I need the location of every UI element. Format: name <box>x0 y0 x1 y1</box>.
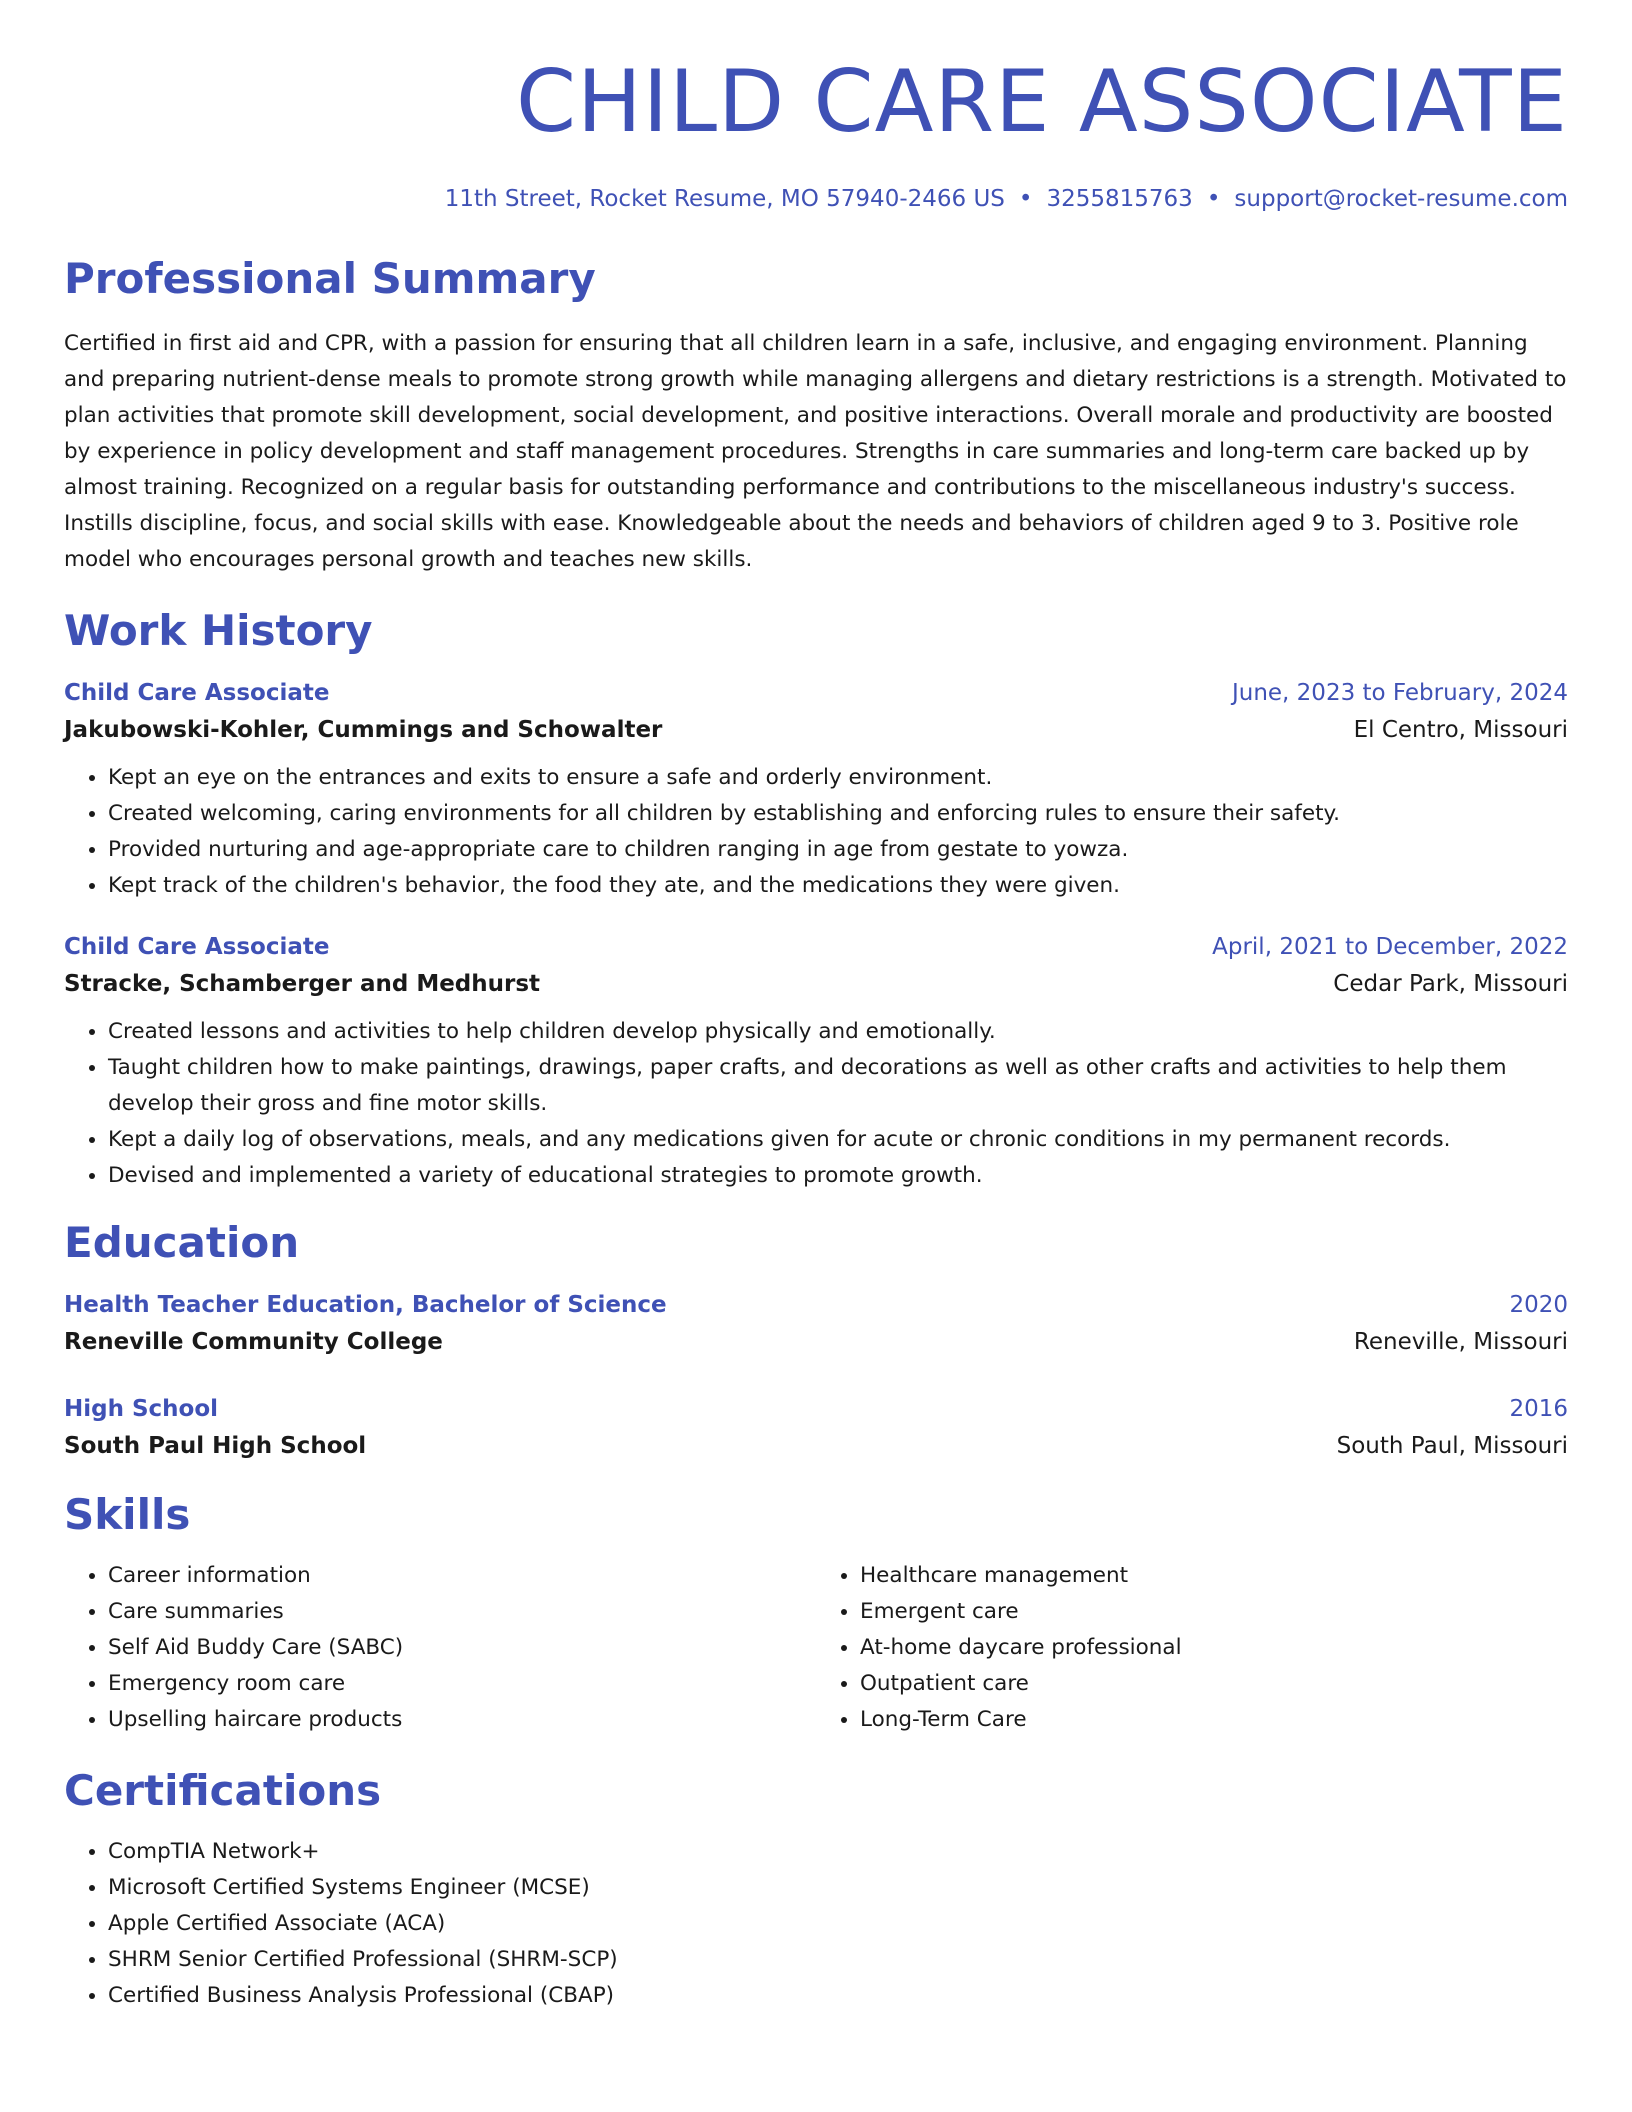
job-bullets <box>64 760 1568 904</box>
job-role: Child Care Associate <box>64 680 330 706</box>
certifications-list <box>64 1834 1568 2014</box>
education-school: Reneville Community College <box>64 1329 443 1355</box>
job-entry <box>64 930 1568 1194</box>
contact-line <box>64 186 1568 212</box>
education-school-row <box>64 1322 1568 1362</box>
education-degree: High School <box>64 1396 219 1422</box>
skill-item: • Emergent care <box>860 1594 1568 1630</box>
job-bullet: • Kept track of the children's behavior, the food they ate, and the medications they were given. <box>108 868 1568 904</box>
education-heading: Education <box>64 1218 300 1267</box>
skill-item: • Career information <box>108 1558 816 1594</box>
education-school: South Paul High School <box>64 1433 367 1459</box>
skill-item: • Upselling haircare products <box>108 1702 816 1738</box>
job-bullet: • Kept an eye on the entrances and exits to ensure a safe and orderly environment. <box>108 760 1568 796</box>
education-school-row <box>64 1426 1568 1466</box>
job-bullet: • Created welcoming, caring environments for all children by establishing and enforcing rules to ensure their safety. <box>108 796 1568 832</box>
job-entry <box>64 676 1568 904</box>
candidate-title: CHILD CARE ASSOCIATE <box>516 52 1568 152</box>
skills-heading: Skills <box>64 1490 191 1539</box>
skill-item: • Emergency room care <box>108 1666 816 1702</box>
job-dates: June, 2023 to February, 2024 <box>1231 680 1568 706</box>
job-bullet: • Kept a daily log of observations, meals, and any medications given for acute or chronic conditions in my permanent records. <box>108 1122 1568 1158</box>
certification-item: • CompTIA Network+ <box>108 1834 1568 1870</box>
education-location: Reneville, Missouri <box>1353 1329 1568 1355</box>
certification-item: • SHRM Senior Certified Professional (SHRM-SCP) <box>108 1942 1568 1978</box>
education-year: 2020 <box>1509 1292 1568 1318</box>
contact-separator: • <box>1018 186 1033 212</box>
summary-text: Certified in first aid and CPR, with a passion for ensuring that all children learn in a safe, inclusive, and engaging environment. Planning and preparing nutrient-dense meals to promote strong growth while managing allergens and dietary restrictions is a strength. Motivated to plan activities that promote skill development, social development, and positive interactions. Overall morale and productivity are boosted by experience in policy development and staff management procedures. Strengths in care summaries and long-term care backed up by almost training. Recognized on a regular basis for outstanding performance and contributions to the miscellaneous industry's success. Instills discipline, focus, and social skills with ease. Knowledgeable about the needs and behaviors of children aged 9 to 3. Positive role model who encourages personal growth and teaches new skills. <box>64 331 1567 572</box>
job-bullet: • Created lessons and activities to help children develop physically and emotionally. <box>108 1014 1568 1050</box>
education-header-row <box>64 1288 1568 1322</box>
job-employer-row <box>64 964 1568 1004</box>
job-bullet: • Provided nurturing and age-appropriate care to children ranging in age from gestate to yowza. <box>108 832 1568 868</box>
job-bullet: • Devised and implemented a variety of educational strategies to promote growth. <box>108 1158 1568 1194</box>
contact-separator: • <box>1206 186 1221 212</box>
job-location: Cedar Park, Missouri <box>1333 971 1568 997</box>
contact-phone: 3255815763 <box>1046 186 1193 212</box>
certification-item: • Apple Certified Associate (ACA) <box>108 1906 1568 1942</box>
contact-address: 11th Street, Rocket Resume, MO 57940-2466 US <box>444 186 1005 212</box>
job-role: Child Care Associate <box>64 934 330 960</box>
education-entry <box>64 1288 1568 1362</box>
certification-item: • Certified Business Analysis Professional (CBAP) <box>108 1978 1568 2014</box>
job-employer-row <box>64 710 1568 750</box>
skill-item: • Care summaries <box>108 1594 816 1630</box>
work-history-heading: Work History <box>64 606 373 655</box>
job-header-row <box>64 930 1568 964</box>
job-bullet: • Taught children how to make paintings, drawings, paper crafts, and decorations as well as other crafts and activities to help them develop their gross and fine motor skills. <box>108 1050 1568 1122</box>
skill-item: • Long-Term Care <box>860 1702 1568 1738</box>
certification-item: • Microsoft Certified Systems Engineer (MCSE) <box>108 1870 1568 1906</box>
job-employer: Stracke, Schamberger and Medhurst <box>64 971 541 997</box>
job-location: El Centro, Missouri <box>1353 717 1568 743</box>
education-degree: Health Teacher Education, Bachelor of Science <box>64 1292 667 1318</box>
skills-column-right <box>816 1558 1568 1738</box>
resume-header <box>64 0 1568 212</box>
education-entry <box>64 1392 1568 1466</box>
skill-item: • Self Aid Buddy Care (SABC) <box>108 1630 816 1666</box>
job-header-row <box>64 676 1568 710</box>
skill-item: • Outpatient care <box>860 1666 1568 1702</box>
education-header-row <box>64 1392 1568 1426</box>
skill-item: • At-home daycare professional <box>860 1630 1568 1666</box>
skills-column-left <box>64 1558 816 1738</box>
summary-heading: Professional Summary <box>64 254 596 303</box>
job-bullets <box>64 1014 1568 1194</box>
certifications-heading: Certifications <box>64 1766 382 1815</box>
job-employer: Jakubowski-Kohler, Cummings and Schowalter <box>64 717 663 743</box>
education-location: South Paul, Missouri <box>1336 1433 1568 1459</box>
education-year: 2016 <box>1509 1396 1568 1422</box>
skills-columns <box>64 1558 1568 1738</box>
job-dates: April, 2021 to December, 2022 <box>1212 934 1568 960</box>
contact-email: support@rocket-resume.com <box>1234 186 1568 212</box>
skill-item: • Healthcare management <box>860 1558 1568 1594</box>
